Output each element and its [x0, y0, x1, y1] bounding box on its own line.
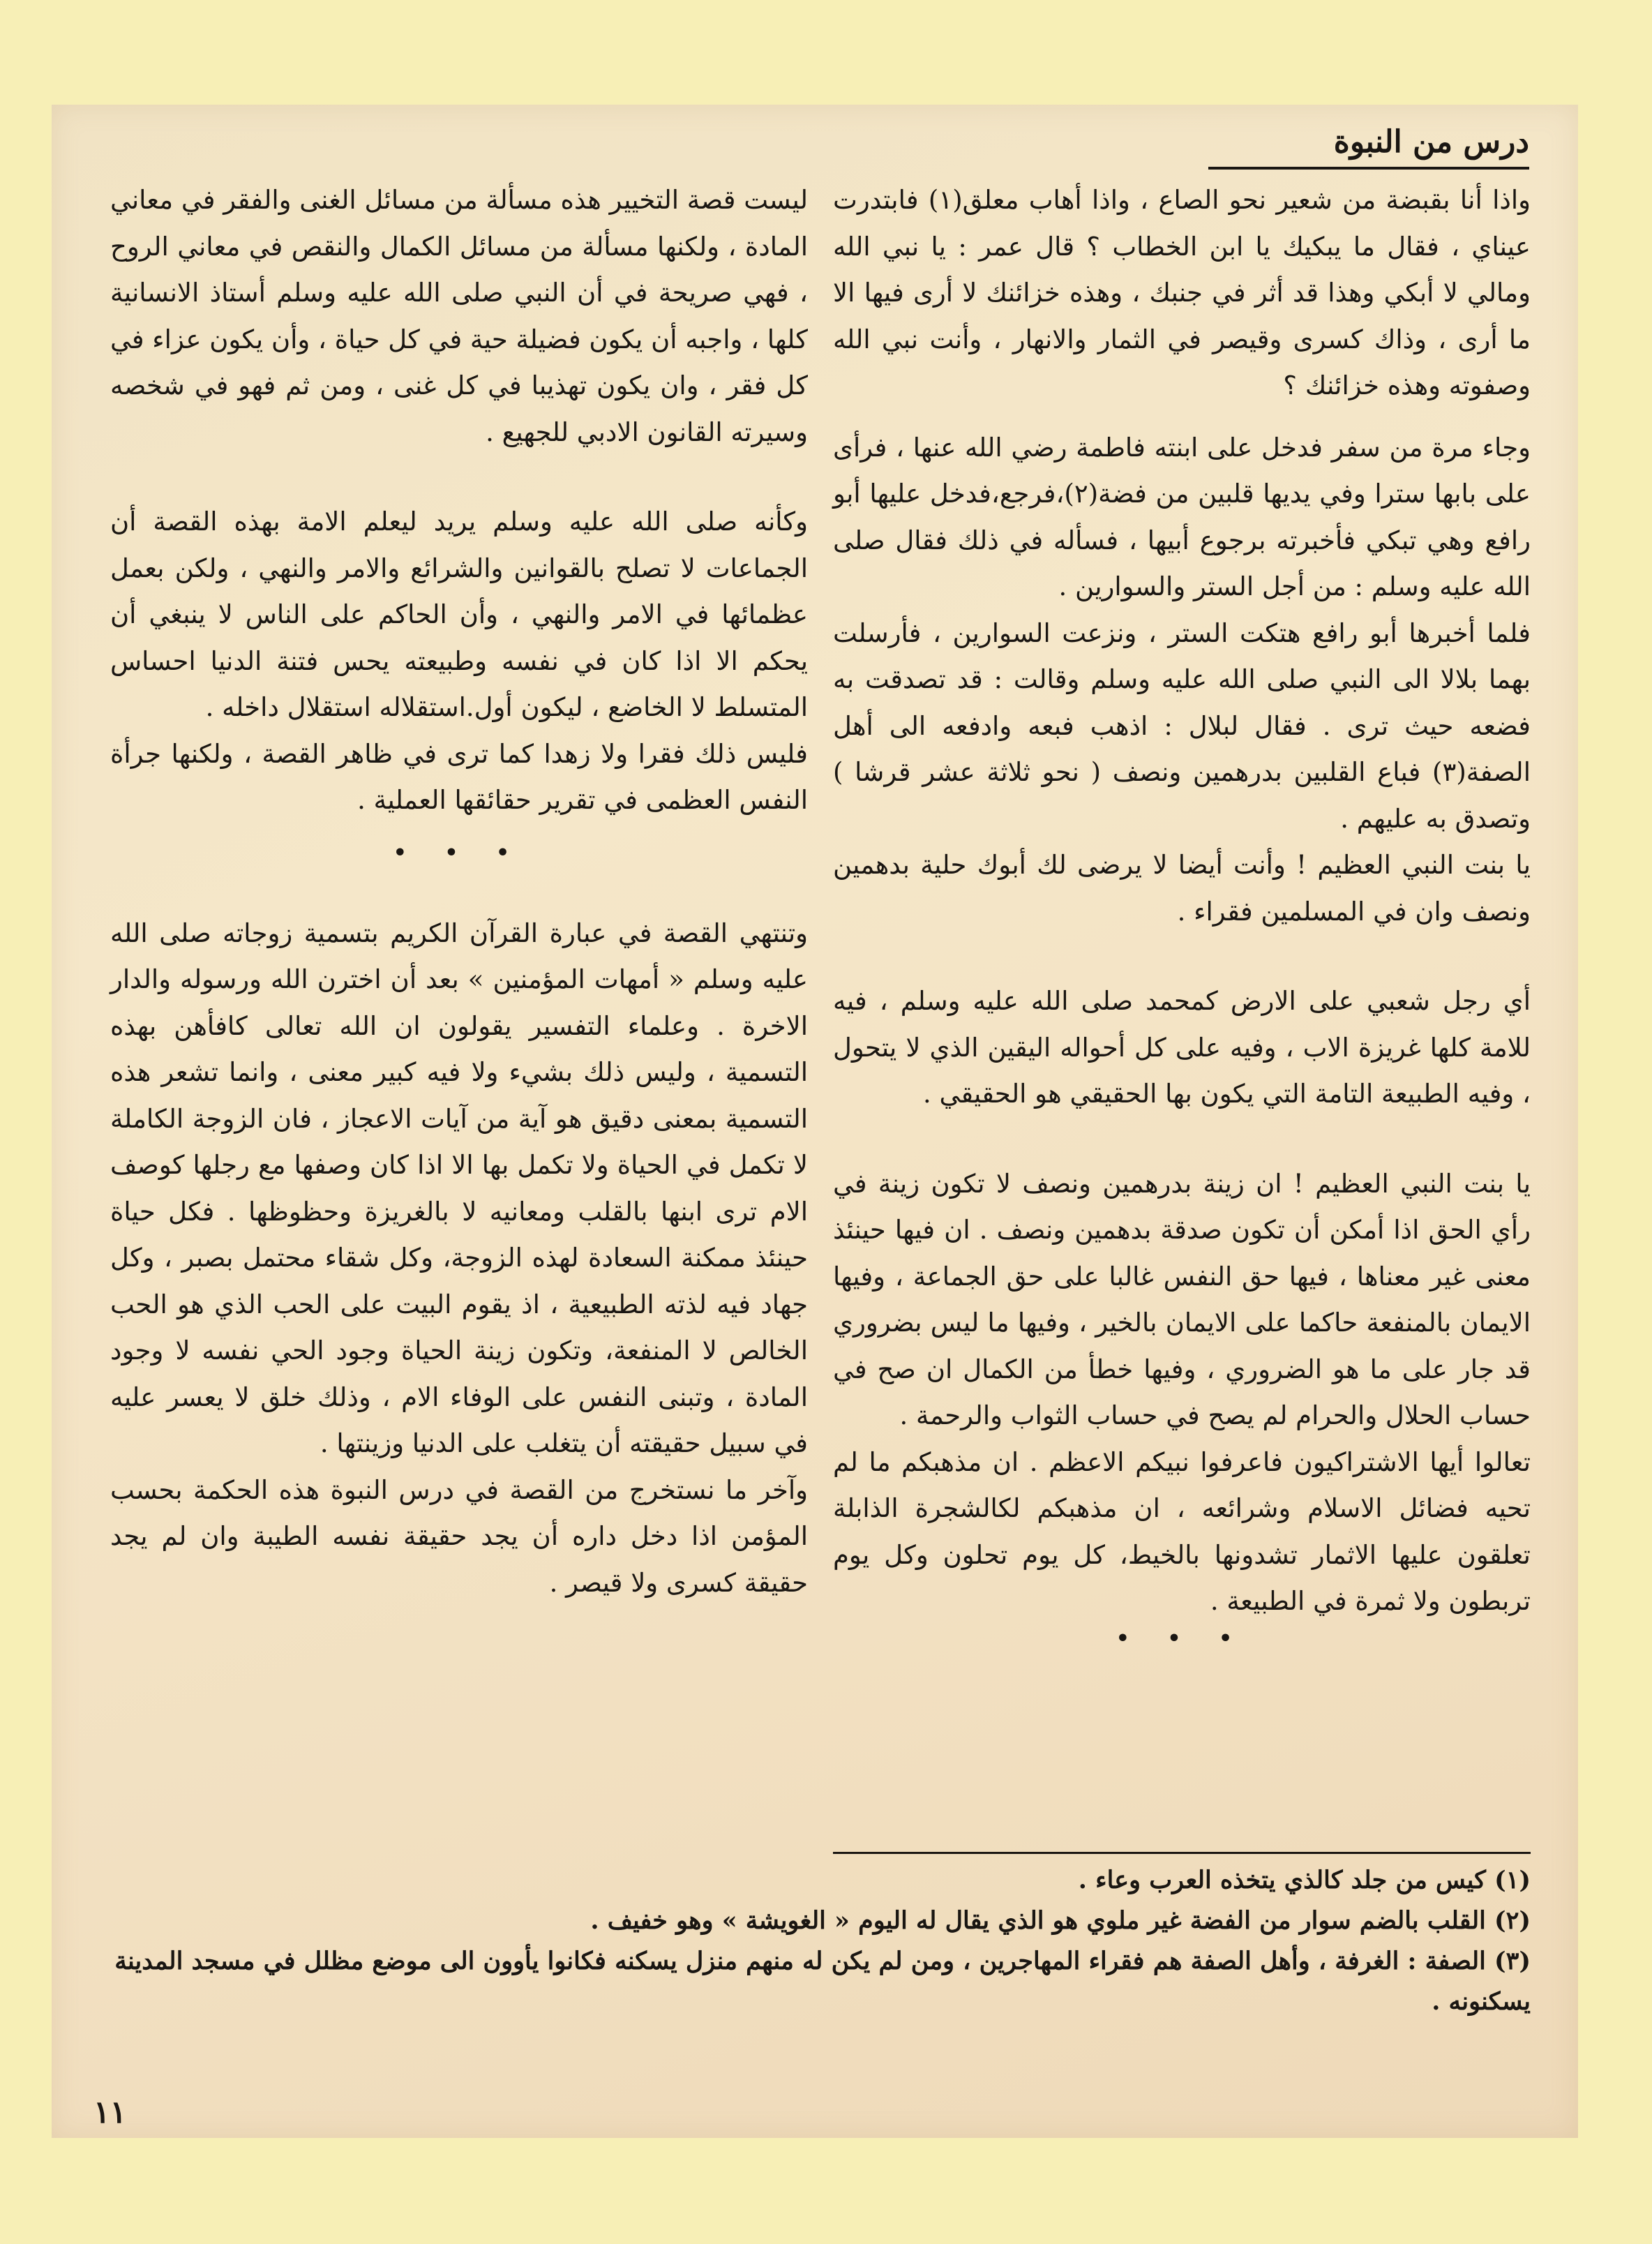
left-text-column [110, 177, 808, 1606]
right-text-column [833, 177, 1531, 1653]
footnotes [93, 1860, 1531, 2022]
section-separator-dots: • • • [1116, 1626, 1248, 1651]
paragraph: وكأنه صلى الله عليه وسلم يريد ليعلم الامة بهذه القصة أن الجماعات لا تصلح بالقوانين والشرائع والامر والنهي ، ولكن بعمل عظمائها في الامر والنهي ، وأن الحاكم على الناس لا ينبغي أن يحكم الا اذا كان في نفسه وطبيعته يحس فتنة الدنيا احساس المتسلط لا الخاضع ، ليكون أول.استقلاله استقلال داخله . [110, 507, 808, 722]
footnote: (٢) القلب بالضم سوار من الفضة غير ملوي هو الذي يقال له اليوم « الغويشة » وهو خفيف . [590, 1906, 1531, 1935]
paragraph: ليست قصة التخيير هذه مسألة من مسائل الغنى والفقر في معاني المادة ، ولكنها مسألة من مسائل الكمال والنقص في معاني الروح ، فهي صريحة في أن النبي صلى الله عليه وسلم أستاذ الانسانية كلها ، واجبه أن يكون فضيلة حية في كل حياة ، وأن يكون عزاء في كل فقر ، وان يكون تهذيبا في كل غنى ، ومن ثم فهو في شخصه وسيرته القانون الادبي للجهيع . [110, 185, 808, 447]
footnote-divider [833, 1852, 1531, 1854]
magazine-page [52, 105, 1578, 2138]
paragraph: وآخر ما نستخرج من القصة في درس النبوة هذه الحكمة بحسب المؤمن اذا دخل داره أن يجد حقيقة نفسه الطيبة وان لم يجد حقيقة كسرى ولا قيصر . [110, 1474, 808, 1598]
paragraph: أي رجل شعبي على الارض كمحمد صلى الله عليه وسلم ، فيه للامة كلها غريزة الاب ، وفيه على كل أحواله اليقين الذي لا يتحول ، وفيه الطبيعة التامة التي يكون بها الحقيقي هو الحقيقي . [833, 986, 1531, 1109]
paragraph: تعالوا أيها الاشتراكيون فاعرفوا نبيكم الاعظم . ان مذهبكم ما لم تحيه فضائل الاسلام وشرائعه ، ان مذهبكم لكالشجرة الذابلة تعلقون عليها الاثمار تشدونها بالخيط، كل يوم تحلون وكل يوم تربطون ولا ثمرة في الطبيعة . [833, 1446, 1531, 1616]
footnote: (٣) الصفة : الغرفة ، وأهل الصفة هم فقراء المهاجرين ، ومن لم يكن له منهم منزل يسكنه فكانوا يأوون الى موضع مظلل في مسجد المدينة يسكنونه . [114, 1947, 1531, 2016]
section-separator-dots: • • • [393, 840, 525, 865]
paragraph: فليس ذلك فقرا ولا زهدا كما ترى في ظاهر القصة ، ولكنها جرأة النفس العظمى في تقرير حقائقها العملية . [110, 738, 808, 815]
paragraph: واذا أنا بقبضة من شعير نحو الصاع ، واذا أهاب معلق(١) فابتدرت عيناي ، فقال ما يبكيك يا ابن الخطاب ؟ قال عمر : يا نبي الله ومالي لا أبكي وهذا قد أثر في جنبك ، وهذه خزائنك لا أرى فيها الا ما أرى ، وذاك كسرى وقيصر في الثمار والانهار ، وأنت نبي الله وصفوته وهذه خزائنك ؟ [833, 185, 1531, 401]
footnote: (١) كيس من جلد كالذي يتخذه العرب وعاء . [1078, 1866, 1531, 1894]
paragraph: وتنتهي القصة في عبارة القرآن الكريم بتسمية زوجاته صلى الله عليه وسلم « أمهات المؤمنين » بعد أن اخترن الله ورسوله والدار الاخرة . وعلماء التفسير يقولون ان الله تعالى كافأهن بهذه التسمية ، وليس ذلك بشيء ولا فيه كبير معنى ، وانما تشعر هذه التسمية بمعنى دقيق هو آية من آيات الاعجاز ، فان الزوجة الكاملة لا تكمل في الحياة ولا تكمل بها الا اذا كان وصفها مع رجلها كوصف الام ترى ابنها بالقلب ومعانيه لا بالغريزة وحظوظها . فكل حياة حينئذ ممكنة السعادة لهذه الزوجة، وكل شقاء محتمل بصبر ، وكل جهاد فيه لذته الطبيعية ، اذ يقوم البيت على الحب الذي هو الحب الخالص لا المنفعة، وتكون زينة الحياة وجود الحي نفسه لا وجود المادة ، وتبنى النفس على الوفاء الام ، وذلك خلق لا يعسر عليه في سبيل حقيقته أن يتغلب على الدنيا وزينتها . [110, 918, 808, 1458]
paragraph: يا بنت النبي العظيم ! وأنت أيضا لا يرضى لك أبوك حلية بدهمين ونصف وان في المسلمين فقراء . [833, 850, 1531, 927]
paragraph: يا بنت النبي العظيم ! ان زينة بدرهمين ونصف لا تكون زينة في رأي الحق اذا أمكن أن تكون صدقة بدهمين ونصف . ان فيها حينئذ معنى غير معناها ، فيها حق النفس غالبا على حق الجماعة ، وفيها الايمان بالمنفعة حاكما على الايمان بالخير ، وفيها ما ليس بضروري قد جار على ما هو الضروري ، وفيها خطأ من الكمال ان صح في حساب الحلال والحرام لم يصح في حساب الثواب والرحمة . [833, 1168, 1531, 1430]
page-number: ١١ [93, 2095, 127, 2130]
paragraph: وجاء مرة من سفر فدخل على ابنته فاطمة رضي الله عنها ، فرأى على بابها سترا وفي يديها قلبين من فضة(٢)،فرجع،فدخل عليها أبو رافع وهي تبكي فأخبرته برجوع أبيها ، فسأله في ذلك فقال صلى الله عليه وسلم : من أجل الستر والسوارين . [833, 432, 1531, 601]
paragraph: فلما أخبرها أبو رافع هتكت الستر ، ونزعت السوارين ، فأرسلت بهما بلالا الى النبي صلى الله عليه وسلم وقالت : قد تصدقت به فضعه حيث ترى . فقال لبلال : اذهب فبعه وادفعه الى أهل الصفة(٣) فباع القلبين بدرهمين ونصف ( نحو ثلاثة عشر قرشا ) وتصدق به عليهم . [833, 618, 1531, 834]
page-header-title: درس من النبوة [1208, 124, 1529, 170]
